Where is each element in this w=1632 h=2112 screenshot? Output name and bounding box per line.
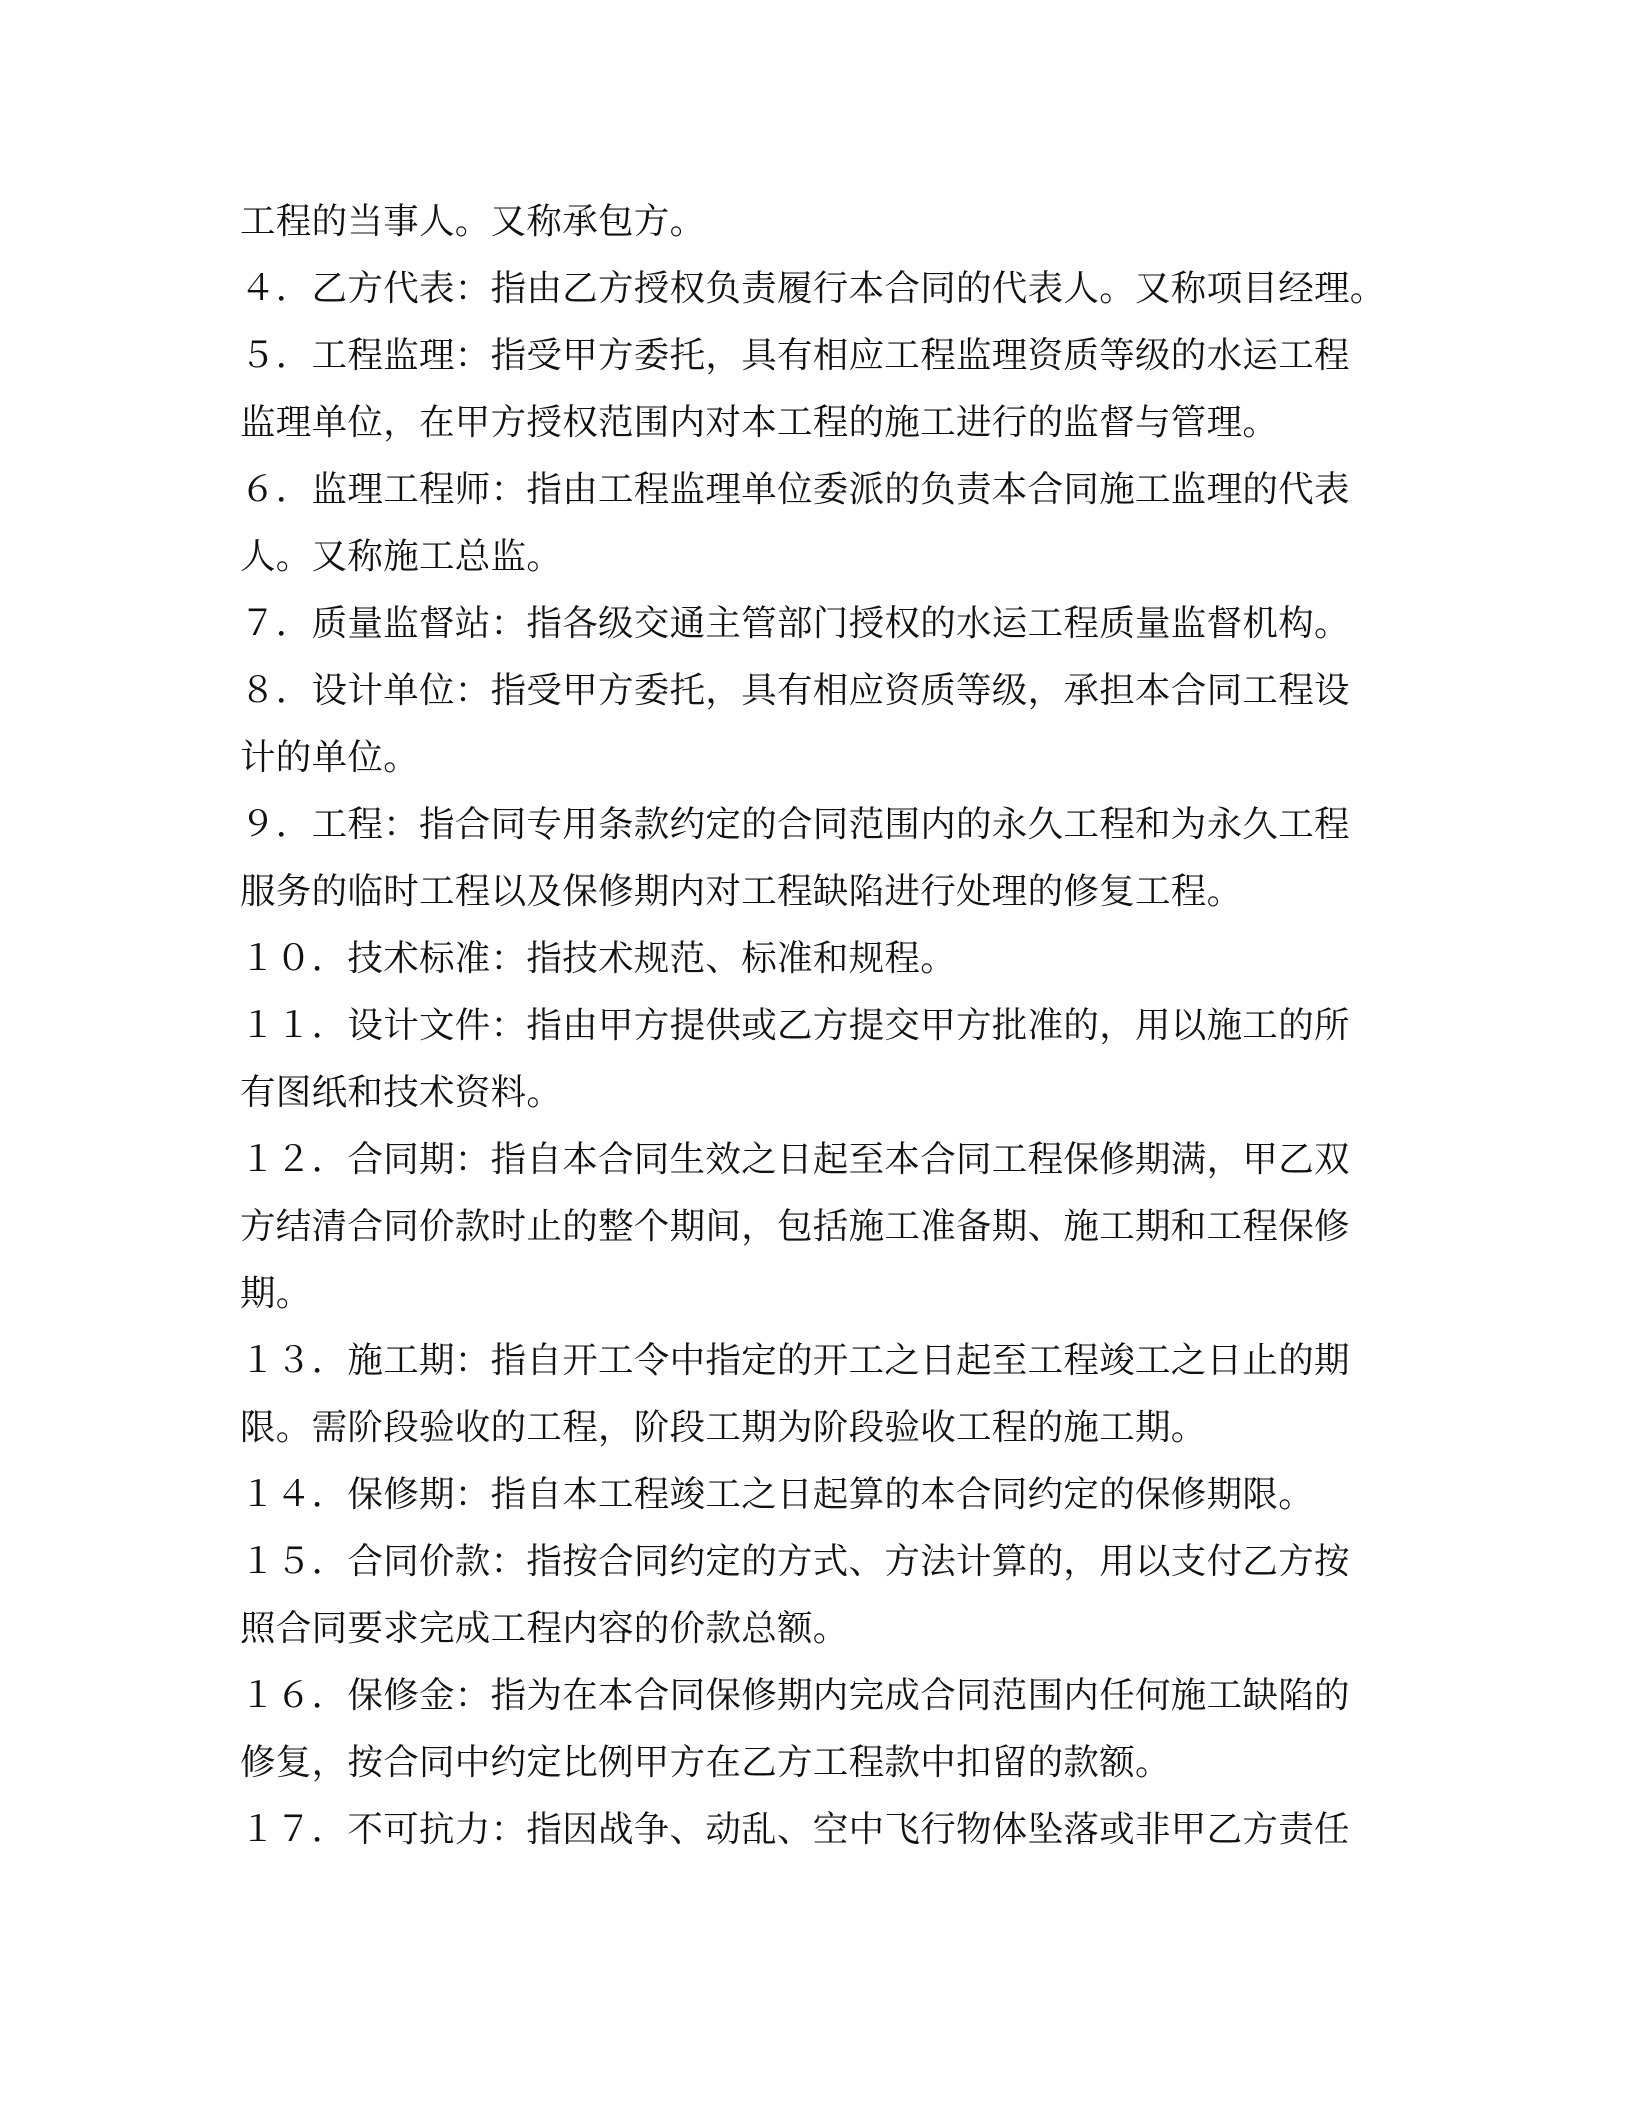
text-line: ７．质量监督站：指各级交通主管部门授权的水运工程质量监督机构。 [240,603,1350,644]
text-line: 修复，按合同中约定比例甲方在乙方工程款中扣留的款额。 [240,1742,1171,1783]
text-line: 监理单位，在甲方授权范围内对本工程的施工进行的监督与管理。 [240,402,1279,443]
text-line: 有图纸和技术资料。 [240,1072,563,1113]
text-line: 期。 [240,1273,312,1314]
text-line: 照合同要求完成工程内容的价款总额。 [240,1608,849,1649]
text-line: １６．保修金：指为在本合同保修期内完成合同范围内任何施工缺陷的 [240,1675,1350,1716]
text-line: １０．技术标准：指技术规范、标准和规程。 [240,938,957,979]
text-line: １２．合同期：指自本合同生效之日起至本合同工程保修期满，甲乙双 [240,1139,1350,1180]
text-line: 方结清合同价款时止的整个期间，包括施工准备期、施工期和工程保修 [240,1206,1350,1247]
text-line: １５．合同价款：指按合同约定的方式、方法计算的，用以支付乙方按 [240,1541,1350,1582]
text-line: ９．工程：指合同专用条款约定的合同范围内的永久工程和为永久工程 [240,804,1350,845]
text-line: ８．设计单位：指受甲方委托，具有相应资质等级，承担本合同工程设 [240,670,1350,711]
text-line: １７．不可抗力：指因战争、动乱、空中飞行物体坠落或非甲乙方责任 [240,1809,1350,1850]
text-line: 服务的临时工程以及保修期内对工程缺陷进行处理的修复工程。 [240,871,1243,912]
text-line: 人。又称施工总监。 [240,536,563,577]
text-line: １３．施工期：指自开工令中指定的开工之日起至工程竣工之日止的期 [240,1340,1350,1381]
text-line: ４．乙方代表：指由乙方授权负责履行本合同的代表人。又称项目经理。 [240,268,1386,309]
text-line: ６．监理工程师：指由工程监理单位委派的负责本合同施工监理的代表 [240,469,1350,510]
contract-text [240,188,1390,1863]
text-line: ５．工程监理：指受甲方委托，具有相应工程监理资质等级的水运工程 [240,335,1350,376]
text-line: １１．设计文件：指由甲方提供或乙方提交甲方批准的，用以施工的所 [240,1005,1350,1046]
text-line: 限。需阶段验收的工程，阶段工期为阶段验收工程的施工期。 [240,1407,1207,1448]
text-line: １４．保修期：指自本工程竣工之日起算的本合同约定的保修期限。 [240,1474,1315,1515]
text-line: 工程的当事人。又称承包方。 [240,201,706,242]
text-line: 计的单位。 [240,737,420,778]
